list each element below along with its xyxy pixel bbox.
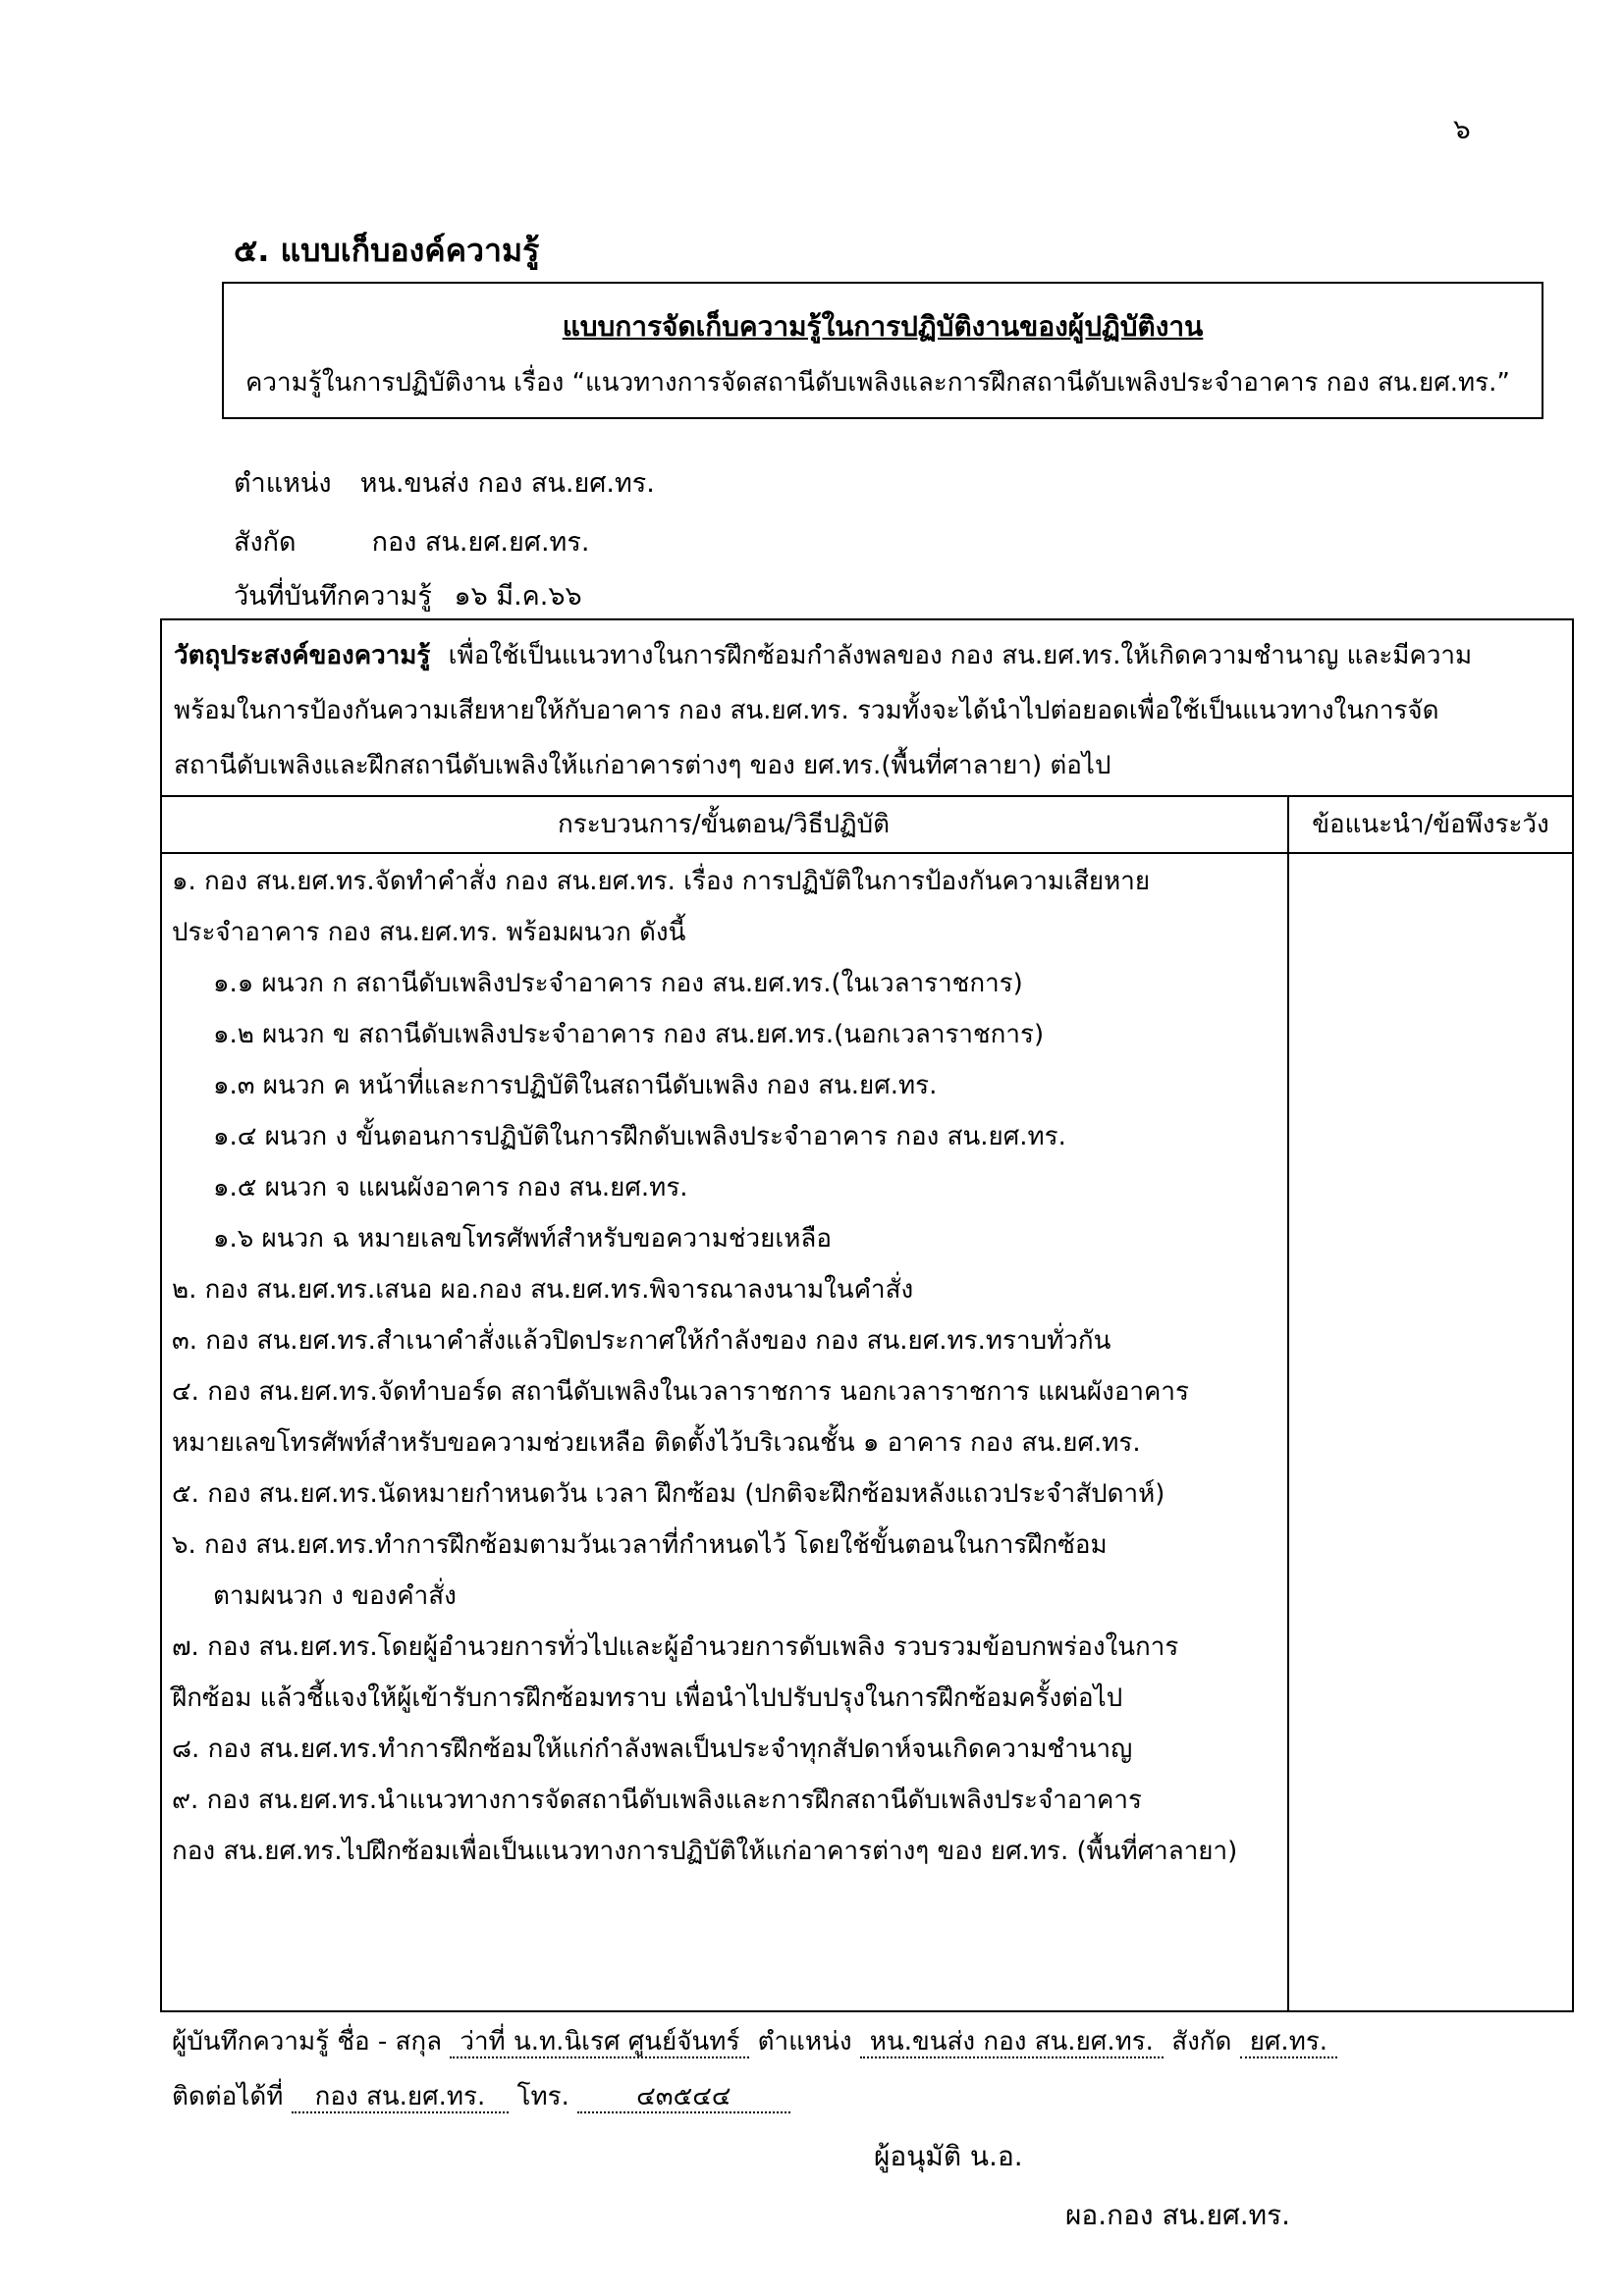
approver-label: ผู้อนุมัติ น.อ. <box>874 2140 1023 2172</box>
process-step-line: ประจำอาคาร กอง สน.ยศ.ทร. พร้อมผนวก ดังนี้ <box>172 918 686 947</box>
process-step-line: ๑.๕ ผนวก จ แผนผังอาคาร กอง สน.ยศ.ทร. <box>213 1173 688 1202</box>
process-step-line: ๗. กอง สน.ยศ.ทร.โดยผู้อำนวยการทั่วไปและผู้อำนวยการดับเพลิง รวบรวมข้อบกพร่องในการ <box>172 1632 1179 1662</box>
col-header-advice: ข้อแนะนำ/ข้อพึงระวัง <box>1312 810 1549 839</box>
process-step-line: ๘. กอง สน.ยศ.ทร.ทำการฝึกซ้อมให้แก่กำลังพลเป็นประจำทุกสัปดาห์จนเกิดความชำนาญ <box>172 1735 1133 1764</box>
process-step-line: ๑.๒ ผนวก ข สถานีดับเพลิงประจำอาคาร กอง สน.ยศ.ทร.(นอกเวลาราชการ) <box>213 1020 1045 1049</box>
divider-recorder <box>162 2010 1572 2012</box>
process-step-line: ๒. กอง สน.ยศ.ทร.เสนอ ผอ.กอง สน.ยศ.ทร.พิจารณาลงนามในคำสั่ง <box>172 1275 914 1305</box>
position-label: ตำแหน่ง <box>234 468 332 499</box>
form-subject: ความรู้ในการปฏิบัติงาน เรื่อง “แนวทางการจัดสถานีดับเพลิงและการฝึกสถานีดับเพลิงประจำอาคาร กอง สน.ยศ.ทร.” <box>245 368 1510 398</box>
form-title: แบบการจัดเก็บความรู้ในการปฏิบัติงานของผู้ปฏิบัติงาน <box>562 310 1204 343</box>
process-step-line: ๑.๖ ผนวก ฉ หมายเลขโทรศัพท์สำหรับขอความช่วยเหลือ <box>213 1224 832 1254</box>
process-step-line: ๑. กอง สน.ยศ.ทร.จัดทำคำสั่ง กอง สน.ยศ.ทร. เรื่อง การปฏิบัติในการป้องกันความเสียหาย <box>172 867 1151 896</box>
form-title-box <box>222 282 1543 419</box>
recorder-position-label: ตำแหน่ง <box>757 2027 852 2056</box>
approver-position: ผอ.กอง สน.ยศ.ทร. <box>1065 2199 1291 2231</box>
process-step-line: ๔. กอง สน.ยศ.ทร.จัดทำบอร์ด สถานีดับเพลิงในเวลาราชการ นอกเวลาราชการ แผนผังอาคาร <box>172 1377 1189 1407</box>
objective-text-1: เพื่อใช้เป็นแนวทางในการฝึกซ้อมกำลังพลของ กอง สน.ยศ.ทร.ให้เกิดความชำนาญ และมีความ <box>448 641 1473 670</box>
contact-value: กอง สน.ยศ.ทร. <box>292 2082 510 2113</box>
col-header-process: กระบวนการ/ขั้นตอน/วิธีปฏิบัติ <box>557 810 890 839</box>
process-step-line: กอง สน.ยศ.ทร.ไปฝึกซ้อมเพื่อเป็นแนวทางการปฏิบัติให้แก่อาคารต่างๆ ของ ยศ.ทร. (พื้นที่ศาลายา) <box>172 1837 1238 1866</box>
phone-label: โทร. <box>516 2082 569 2111</box>
process-step-line: ๑.๓ ผนวก ค หน้าที่และการปฏิบัติในสถานีดับเพลิง กอง สน.ยศ.ทร. <box>213 1071 938 1100</box>
process-step-line: ๕. กอง สน.ยศ.ทร.นัดหมายกำหนดวัน เวลา ฝึกซ้อม (ปกติจะฝึกซ้อมหลังแถวประจำสัปดาห์) <box>172 1479 1165 1509</box>
objective-block <box>174 628 1560 807</box>
process-step-line: ๑.๑ ผนวก ก สถานีดับเพลิงประจำอาคาร กอง สน.ยศ.ทร.(ในเวลาราชการ) <box>213 969 1023 998</box>
process-step-line: หมายเลขโทรศัพท์สำหรับขอความช่วยเหลือ ติดตั้งไว้บริเวณชั้น ๑ อาคาร กอง สน.ยศ.ทร. <box>172 1428 1141 1458</box>
process-step-line: ๓. กอง สน.ยศ.ทร.สำเนาคำสั่งแล้วปิดประกาศให้กำลังของ กอง สน.ยศ.ทร.ทราบทั่วกัน <box>172 1326 1111 1356</box>
recorder-position-value: หน.ขนส่ง กอง สน.ยศ.ทร. <box>860 2027 1164 2058</box>
contact-label: ติดต่อได้ที่ <box>172 2082 284 2111</box>
date-value: ๑๖ มี.ค.๖๖ <box>454 581 582 612</box>
recorder-name-label: ผู้บันทึกความรู้ ชื่อ - สกุล <box>172 2027 443 2056</box>
recorder-name-value: ว่าที่ น.ท.นิเรศ ศูนย์จันทร์ <box>450 2027 749 2058</box>
date-label: วันที่บันทึกความรู้ <box>234 581 432 612</box>
process-step-line: ๙. กอง สน.ยศ.ทร.นำแนวทางการจัดสถานีดับเพลิงและการฝึกสถานีดับเพลิงประจำอาคาร <box>172 1786 1142 1815</box>
objective-line-1 <box>174 628 1560 683</box>
process-step-line: ๑.๔ ผนวก ง ขั้นตอนการปฏิบัติในการฝึกดับเพลิงประจำอาคาร กอง สน.ยศ.ทร. <box>213 1122 1066 1151</box>
meta-unit-row <box>234 520 589 562</box>
phone-value: ๔๓๕๔๔ <box>577 2082 789 2113</box>
meta-position-row <box>234 461 655 504</box>
unit-value: กอง สน.ยศ.ยศ.ทร. <box>371 527 590 558</box>
recorder-unit-value: ยศ.ทร. <box>1240 2027 1337 2058</box>
process-step-line: ฝึกซ้อม แล้วชี้แจงให้ผู้เข้ารับการฝึกซ้อมทราบ เพื่อนำไปปรับปรุงในการฝึกซ้อมครั้งต่อไป <box>172 1683 1123 1713</box>
process-step-line: ๖. กอง สน.ยศ.ทร.ทำการฝึกซ้อมตามวันเวลาที่กำหนดไว้ โดยใช้ขั้นตอนในการฝึกซ้อม <box>172 1530 1108 1560</box>
column-divider <box>1287 795 1289 2012</box>
objective-label: วัตถุประสงค์ของความรู้ <box>174 641 431 670</box>
recorder-unit-label: สังกัด <box>1171 2027 1232 2056</box>
position-value: หน.ขนส่ง กอง สน.ยศ.ทร. <box>359 468 655 499</box>
objective-line-3: สถานีดับเพลิงและฝึกสถานีดับเพลิงให้แก่อาคารต่างๆ ของ ยศ.ทร.(พื้นที่ศาลายา) ต่อไป <box>174 751 1111 780</box>
objective-line-2: พร้อมในการป้องกันความเสียหายให้กับอาคาร กอง สน.ยศ.ทร. รวมทั้งจะได้นำไปต่อยอดเพื่อใช้เป็นแนวทางในการจัด <box>174 696 1439 725</box>
process-step-line: ตามผนวก ง ของคำสั่ง <box>213 1581 457 1611</box>
meta-date-row <box>234 574 582 616</box>
recorder-line-2 <box>172 2069 790 2124</box>
unit-label: สังกัด <box>234 527 297 558</box>
recorder-line-1 <box>172 2014 1337 2069</box>
process-steps <box>172 856 1281 1877</box>
divider-header <box>162 852 1572 854</box>
page-number: ๖ <box>1453 113 1471 145</box>
section-heading: ๕. แบบเก็บองค์ความรู้ <box>234 232 540 269</box>
